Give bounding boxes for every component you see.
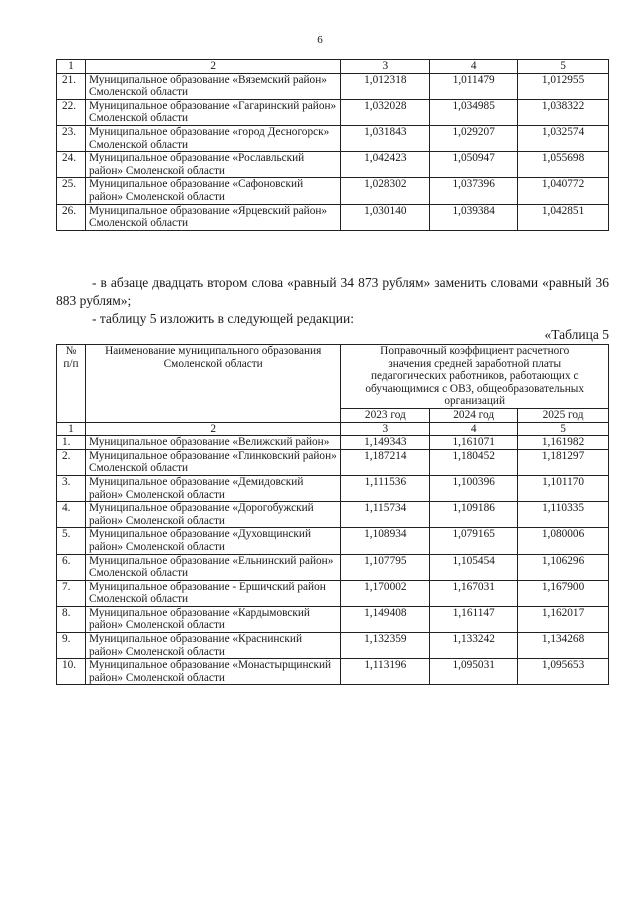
table2-index-cell: 2	[85, 422, 340, 436]
coefficient-2024: 1,034985	[430, 99, 518, 125]
paragraph-amount-change: - в абзаце двадцать втором слова «равный 34 873 рублям» заменить словами «равный 36 883 рублям»;	[56, 275, 609, 308]
municipality-name: Муниципальное образование «Монастырщинский район» Смоленской области	[85, 659, 340, 685]
table2-index-cell: 4	[430, 422, 518, 436]
year-header: 2023 год	[341, 408, 430, 422]
continued-coefficient-table	[56, 59, 609, 231]
row-number: 4.	[57, 502, 86, 528]
table-row	[57, 580, 609, 606]
coefficient-2024: 1,161147	[430, 606, 518, 632]
coefficient-2025: 1,134268	[518, 633, 609, 659]
coefficient-2023: 1,030140	[341, 204, 430, 230]
table-row	[57, 449, 609, 475]
coefficient-2025: 1,106296	[518, 554, 609, 580]
coefficient-2024: 1,079165	[430, 528, 518, 554]
municipality-name: Муниципальное образование «город Десногорск» Смоленской области	[85, 125, 340, 151]
coefficient-2024: 1,180452	[430, 449, 518, 475]
municipality-name: Муниципальное образование «Кардымовский район» Смоленской области	[85, 606, 340, 632]
table1-index-cell: 2	[85, 60, 340, 74]
table-row	[57, 659, 609, 685]
coefficient-2025: 1,055698	[518, 152, 609, 178]
row-number: 1.	[57, 436, 86, 450]
municipality-name: Муниципальное образование «Велижский район»	[85, 436, 340, 450]
coefficient-2024: 1,095031	[430, 659, 518, 685]
coefficient-2023: 1,132359	[341, 633, 430, 659]
coefficient-2024: 1,105454	[430, 554, 518, 580]
row-number: 5.	[57, 528, 86, 554]
paragraph-table-edit: - таблицу 5 изложить в следующей редакции:	[92, 311, 354, 326]
coefficient-column-header: Поправочный коэффициент расчетного значения средней заработной платы педагогических работников, работающих с обучающимися с ОВЗ, общеобразовательных организаций	[341, 345, 609, 409]
name-column-header: Наименование муниципального образования Смоленской области	[85, 345, 340, 423]
table2-header-row	[57, 345, 609, 409]
coefficient-2023: 1,042423	[341, 152, 430, 178]
year-header: 2024 год	[430, 408, 518, 422]
row-number: 25.	[57, 178, 86, 204]
table1-index-row	[57, 60, 609, 74]
table2-index-row	[57, 422, 609, 436]
row-number: 21.	[57, 73, 86, 99]
coefficient-2025: 1,040772	[518, 178, 609, 204]
table2-index-cell: 3	[341, 422, 430, 436]
coefficient-2023: 1,170002	[341, 580, 430, 606]
coefficient-2025: 1,101170	[518, 475, 609, 501]
coefficient-2023: 1,032028	[341, 99, 430, 125]
row-number: 23.	[57, 125, 86, 151]
row-number: 6.	[57, 554, 86, 580]
table-row	[57, 633, 609, 659]
row-number: 2.	[57, 449, 86, 475]
coefficient-2024: 1,100396	[430, 475, 518, 501]
municipality-name: Муниципальное образование «Рославльский район» Смоленской области	[85, 152, 340, 178]
municipality-name: Муниципальное образование «Гагаринский район» Смоленской области	[85, 99, 340, 125]
coefficient-2023: 1,028302	[341, 178, 430, 204]
coefficient-2023: 1,031843	[341, 125, 430, 151]
year-header: 2025 год	[518, 408, 609, 422]
municipality-name: Муниципальное образование «Краснинский район» Смоленской области	[85, 633, 340, 659]
row-number: 7.	[57, 580, 86, 606]
coefficient-2025: 1,095653	[518, 659, 609, 685]
municipality-name: Муниципальное образование «Демидовский район» Смоленской области	[85, 475, 340, 501]
coefficient-2025: 1,167900	[518, 580, 609, 606]
coefficient-2024: 1,039384	[430, 204, 518, 230]
table-row	[57, 204, 609, 230]
row-number: 22.	[57, 99, 86, 125]
municipality-name: Муниципальное образование «Духовщинский район» Смоленской области	[85, 528, 340, 554]
coefficient-2025: 1,162017	[518, 606, 609, 632]
row-number: 26.	[57, 204, 86, 230]
coefficient-2024: 1,167031	[430, 580, 518, 606]
table-row	[57, 436, 609, 450]
table1-index-cell: 3	[341, 60, 430, 74]
coefficient-2023: 1,113196	[341, 659, 430, 685]
coefficient-2023: 1,115734	[341, 502, 430, 528]
coefficient-2023: 1,111536	[341, 475, 430, 501]
municipality-name: Муниципальное образование «Ельнинский район» Смоленской области	[85, 554, 340, 580]
table1-index-cell: 1	[57, 60, 86, 74]
coefficient-2024: 1,029207	[430, 125, 518, 151]
coefficient-2025: 1,012955	[518, 73, 609, 99]
municipality-name: Муниципальное образование - Ершичский район Смоленской области	[85, 580, 340, 606]
table-row	[57, 502, 609, 528]
coefficient-2025: 1,181297	[518, 449, 609, 475]
row-number: 24.	[57, 152, 86, 178]
coefficient-2025: 1,032574	[518, 125, 609, 151]
coefficient-2025: 1,042851	[518, 204, 609, 230]
row-number: 8.	[57, 606, 86, 632]
row-number: 3.	[57, 475, 86, 501]
table-row	[57, 125, 609, 151]
row-number: 9.	[57, 633, 86, 659]
table1-index-cell: 5	[518, 60, 609, 74]
coefficient-2025: 1,080006	[518, 528, 609, 554]
coefficient-2025: 1,110335	[518, 502, 609, 528]
row-number: 10.	[57, 659, 86, 685]
table-row	[57, 73, 609, 99]
coefficient-2024: 1,011479	[430, 73, 518, 99]
number-column-header: № п/п	[57, 345, 86, 423]
coefficient-2024: 1,037396	[430, 178, 518, 204]
municipality-name: Муниципальное образование «Сафоновский район» Смоленской области	[85, 178, 340, 204]
coefficient-2024: 1,109186	[430, 502, 518, 528]
table-row	[57, 178, 609, 204]
coefficient-2025: 1,038322	[518, 99, 609, 125]
table-row	[57, 152, 609, 178]
coefficient-2023: 1,149343	[341, 436, 430, 450]
table-row	[57, 475, 609, 501]
page-number: 6	[317, 34, 323, 46]
table-row	[57, 528, 609, 554]
coefficient-2023: 1,108934	[341, 528, 430, 554]
municipality-name: Муниципальное образование «Вяземский район» Смоленской области	[85, 73, 340, 99]
coefficient-2023: 1,149408	[341, 606, 430, 632]
table-row	[57, 99, 609, 125]
table-row	[57, 554, 609, 580]
municipality-name: Муниципальное образование «Дорогобужский район» Смоленской области	[85, 502, 340, 528]
coefficient-2024: 1,133242	[430, 633, 518, 659]
coefficient-2023: 1,187214	[341, 449, 430, 475]
table2-index-cell: 5	[518, 422, 609, 436]
table5-caption: «Таблица 5	[544, 327, 609, 342]
coefficient-2024: 1,050947	[430, 152, 518, 178]
coefficient-2023: 1,107795	[341, 554, 430, 580]
coefficient-2025: 1,161982	[518, 436, 609, 450]
municipality-name: Муниципальное образование «Ярцевский район» Смоленской области	[85, 204, 340, 230]
coefficient-2023: 1,012318	[341, 73, 430, 99]
table-row	[57, 606, 609, 632]
table2-index-cell: 1	[57, 422, 86, 436]
coefficient-2024: 1,161071	[430, 436, 518, 450]
coefficient-table-5	[56, 344, 609, 685]
municipality-name: Муниципальное образование «Глинковский район» Смоленской области	[85, 449, 340, 475]
table1-index-cell: 4	[430, 60, 518, 74]
